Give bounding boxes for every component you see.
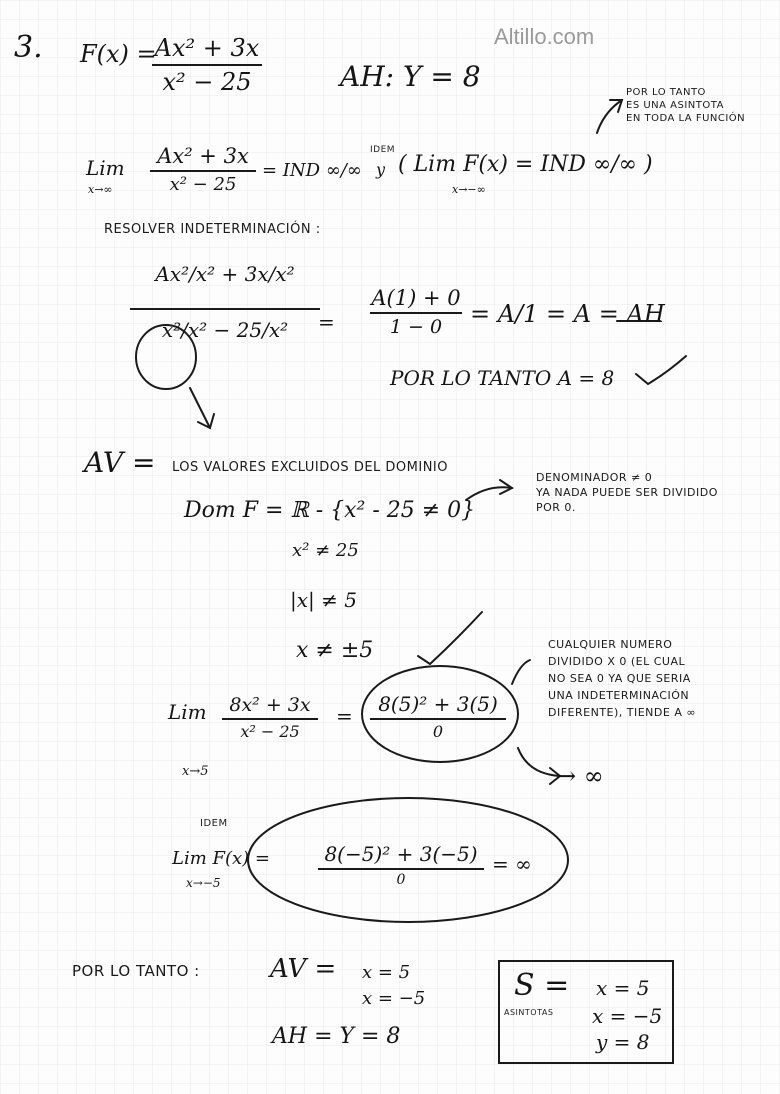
solution-val-2: x = −5 bbox=[592, 1004, 663, 1028]
limit1-result: = IND ∞/∞ bbox=[262, 160, 362, 181]
resolve-big-fraction bbox=[130, 262, 320, 342]
problem-number: 3. bbox=[14, 30, 43, 65]
limit2-denominator: x² − 25 bbox=[240, 722, 300, 741]
check-mark-2b bbox=[418, 656, 430, 664]
limit1-paren: ( Lim F(x) = IND ∞/∞ ) bbox=[398, 152, 653, 177]
limit3-result: = ∞ bbox=[492, 852, 532, 876]
solution-box bbox=[498, 960, 674, 1064]
solution-sub: ASINTOTAS bbox=[504, 1008, 554, 1017]
arrow-to-asymptote-note bbox=[597, 100, 622, 133]
limit3-r-num: 8(−5)² + 3(−5) bbox=[324, 842, 478, 866]
watermark: Altillo.com bbox=[494, 24, 595, 49]
given-ah: AH: Y = 8 bbox=[340, 60, 481, 93]
limit2-equals: = bbox=[336, 704, 353, 728]
note-denominator bbox=[536, 470, 718, 515]
resolve-bottom: x²/x² − 25/x² bbox=[161, 318, 289, 342]
limit1-fraction bbox=[150, 144, 256, 195]
check-mark-1 bbox=[636, 356, 686, 384]
function-fraction bbox=[152, 34, 262, 96]
resolve-eq1-num: A(1) + 0 bbox=[371, 286, 461, 310]
limit3-r-den: 0 bbox=[396, 872, 406, 888]
resolve-conclusion: POR LO TANTO A = 8 bbox=[390, 366, 615, 390]
limit3-idem: IDEM bbox=[200, 818, 228, 829]
note-zero-line-3: NO SEA 0 YA QUE SERIA bbox=[548, 672, 691, 685]
limit1-paren-sub: x→−∞ bbox=[452, 183, 486, 196]
solution-val-1: x = 5 bbox=[596, 976, 650, 1000]
note-asymptote bbox=[626, 86, 745, 125]
limit1-lim: Lim bbox=[86, 156, 125, 180]
note-zero bbox=[548, 636, 696, 721]
limit2-sub: x→5 bbox=[182, 764, 209, 779]
final-av: AV = bbox=[270, 954, 337, 984]
limit2-numerator: 8x² + 3x bbox=[229, 694, 311, 716]
limit3-sub: x→−5 bbox=[186, 876, 221, 890]
solution-val-3: y = 8 bbox=[596, 1030, 650, 1054]
resolve-eq1-den: 1 − 0 bbox=[389, 316, 443, 338]
limit2-result-fraction bbox=[370, 692, 506, 741]
limit3-lim: Lim F(x) = bbox=[172, 848, 270, 869]
note-zero-line-1: CUALQUIER NUMERO bbox=[548, 638, 673, 651]
resolve-eq1 bbox=[370, 286, 462, 338]
limit1-denominator: x² − 25 bbox=[169, 174, 237, 195]
limit3-fraction bbox=[318, 842, 484, 888]
note-denominator-line-2: YA NADA PUEDE SER DIVIDIDO bbox=[536, 486, 718, 499]
function-numerator: Ax² + 3x bbox=[154, 34, 260, 62]
limit1-y: y bbox=[376, 160, 386, 179]
resolve-heading: RESOLVER INDETERMINACIÓN : bbox=[104, 222, 321, 237]
limit2-r-den: 0 bbox=[432, 722, 444, 741]
arrow-to-zero-note bbox=[512, 660, 530, 684]
check-mark-2 bbox=[430, 612, 482, 664]
final-label: POR LO TANTO : bbox=[72, 962, 200, 980]
resolve-top: Ax²/x² + 3x/x² bbox=[155, 262, 295, 286]
note-zero-line-2: DIVIDIDO X 0 (EL CUAL bbox=[548, 655, 686, 668]
limit1-numerator: Ax² + 3x bbox=[157, 144, 249, 168]
final-av-val-2: x = −5 bbox=[362, 988, 426, 1009]
function-denominator: x² − 25 bbox=[162, 68, 252, 96]
av-step2: |x| ≠ 5 bbox=[290, 588, 357, 612]
limit1-sub: x→∞ bbox=[88, 183, 113, 196]
solution-s: S = bbox=[514, 968, 570, 1003]
av-domain: Dom F = ℝ - {x² - 25 ≠ 0} bbox=[184, 498, 476, 523]
av-step1: x² ≠ 25 bbox=[292, 540, 359, 561]
av-step3: x ≠ ±5 bbox=[296, 638, 374, 663]
limit2-result: → ∞ bbox=[556, 762, 604, 790]
av-label: AV = bbox=[84, 446, 156, 479]
note-asymptote-line-2: ES UNA ASINTOTA bbox=[626, 100, 724, 111]
note-denominator-line-1: DENOMINADOR ≠ 0 bbox=[536, 471, 653, 484]
limit2-fraction bbox=[222, 694, 318, 741]
note-asymptote-line-1: POR LO TANTO bbox=[626, 87, 706, 98]
function-name: F(x) = bbox=[80, 40, 157, 68]
note-denominator-line-3: POR 0. bbox=[536, 501, 576, 514]
limit2-r-num: 8(5)² + 3(5) bbox=[378, 692, 498, 716]
final-ah: AH = Y = 8 bbox=[272, 1024, 401, 1049]
note-zero-line-5: DIFERENTE), TIENDE A ∞ bbox=[548, 706, 697, 719]
note-asymptote-line-3: EN TODA LA FUNCIÓN bbox=[626, 113, 746, 124]
resolve-eq2: = A/1 = A = AH bbox=[470, 300, 665, 328]
limit1-idem: IDEM bbox=[370, 145, 396, 155]
note-zero-line-4: UNA INDETERMINACIÓN bbox=[548, 689, 690, 702]
resolve-equals: = bbox=[318, 310, 335, 334]
limit2-lim: Lim bbox=[168, 700, 207, 724]
final-av-val-1: x = 5 bbox=[362, 962, 411, 983]
av-description: LOS VALORES EXCLUIDOS DEL DOMINIO bbox=[172, 460, 448, 475]
